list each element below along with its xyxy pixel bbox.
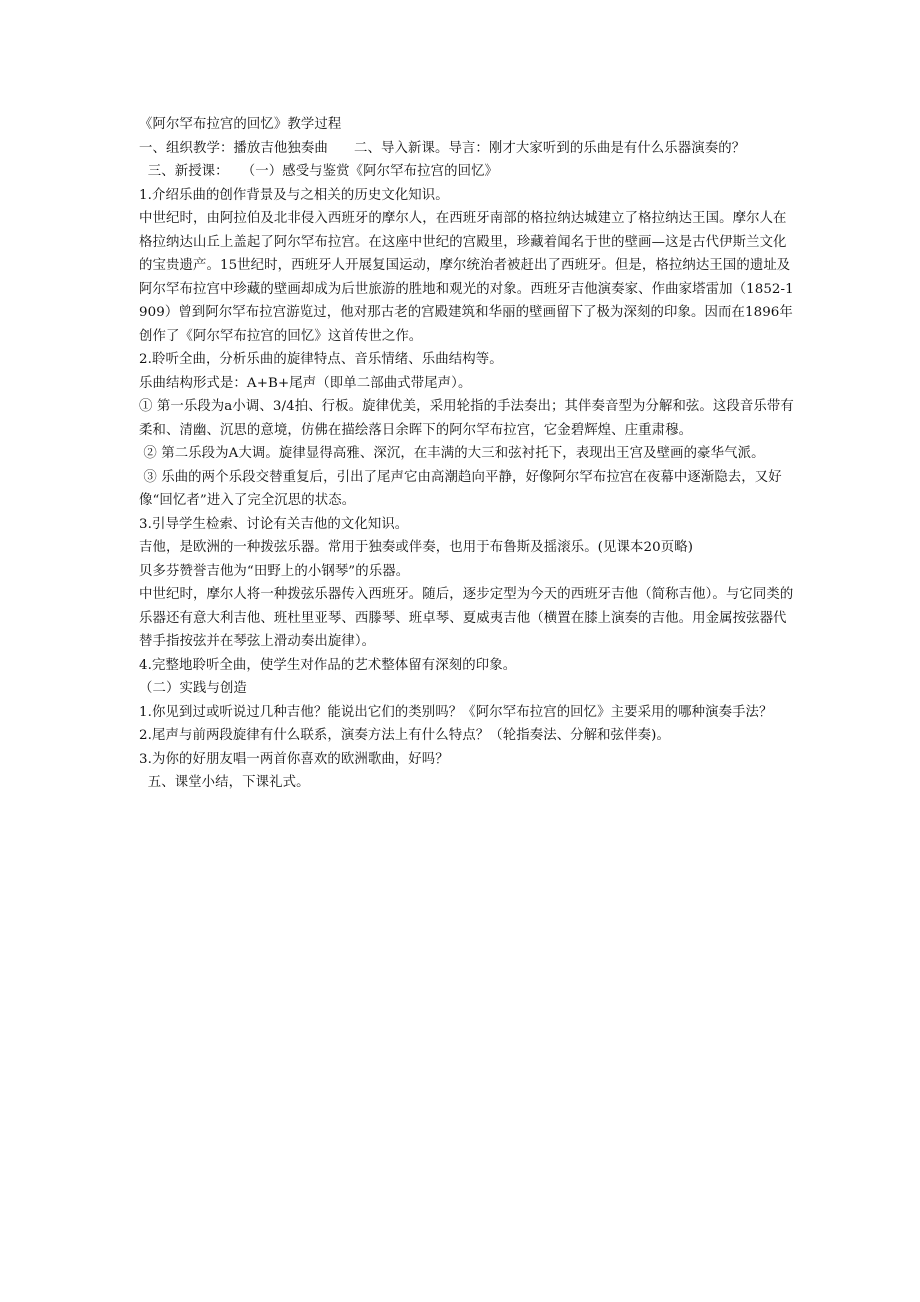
structure-form-line: 乐曲结构形式是：A+B+尾声（即单二部曲式带尾声）。 — [139, 375, 472, 391]
question-1: 1.你见到过或听说过几种吉他？能说出它们的类别吗？《阿尔罕布拉宫的回忆》主要采用的哪种演奏手法？ — [139, 704, 773, 720]
step-2-heading: 2.聆听全曲，分析乐曲的旋律特点、音乐情绪、乐曲结构等。 — [139, 352, 503, 367]
guitar-definition-line: 吉他，是欧洲的一种拨弦乐器。常用于独奏或伴奏，也用于布鲁斯及摇滚乐。(见课本20页略) — [139, 540, 694, 555]
question-3: 3.为你的好朋友唱一两首你喜欢的欧洲歌曲，好吗？ — [139, 751, 449, 767]
step-4-heading: 4.完整地聆听全曲，使学生对作品的艺术整体留有深刻的印象。 — [139, 657, 517, 673]
practice-heading: （二）实践与创造 — [139, 681, 247, 696]
question-2: 2.尾声与前两段旋律有什么联系，演奏方法上有什么特点？（轮指奏法、分解和弦伴奏)。 — [139, 728, 670, 743]
summary-line: 五、课堂小结，下课礼式。 — [139, 775, 310, 790]
guitar-history-paragraph: 中世纪时，摩尔人将一种拨弦乐器传入西班牙。随后，逐步定型为今天的西班牙吉他（简称吉他）。与它同类的乐器还有意大利吉他、班杜里亚琴、西滕琴、班卓琴、夏威夷吉他（横置在膝上演奏的吉他。用金属按弦器代替手指按弦并在琴弦上滑动奏出旋律）。 — [139, 587, 794, 649]
background-paragraph: 中世纪时，由阿拉伯及北非侵入西班牙的摩尔人，在西班牙南部的格拉纳达城建立了格拉纳达王国。摩尔人在格拉纳达山丘上盖起了阿尔罕布拉宫。在这座中世纪的宫殿里，珍藏着闻名于世的壁画—这是古代伊斯兰文化的宝贵遗产。15世纪时，西班牙人开展复国运动，摩尔统治者被赶出了西班牙。但是，格拉纳达王国的遗址及阿尔罕布拉宫中珍藏的壁画却成为后世旅游的胜地和观光的对象。西班牙吉他演奏家、作曲家塔雷加（1852-1909）曾到阿尔罕布拉宫游览过，他对那古老的宫殿建筑和华丽的壁画留下了极为深刻的印象。因而在1896年创作了《阿尔罕布拉宫的回忆》这首传世之作。 — [139, 211, 794, 344]
beethoven-quote-line: 贝多芬赞誉吉他为“田野上的小钢琴”的乐器。 — [139, 563, 410, 579]
document-body — [139, 113, 799, 795]
document-title: 《阿尔罕布拉宫的回忆》教学过程 — [139, 117, 342, 132]
section-b-paragraph: ② 第二乐段为A大调。旋律显得高雅、深沉，在丰满的大三和弦衬托下，表现出王宫及壁画的豪华气派。 — [139, 446, 765, 461]
step-3-heading: 3.引导学生检索、讨论有关吉他的文化知识。 — [139, 516, 409, 532]
step-1-heading: 1.介绍乐曲的创作背景及与之相关的历史文化知识。 — [139, 187, 449, 203]
coda-paragraph: ③ 乐曲的两个乐段交替重复后，引出了尾声它由高潮趋向平静，好像阿尔罕布拉宫在夜幕中逐渐隐去，又好像“回忆者”进入了完全沉思的状态。 — [139, 469, 782, 508]
section-new-lesson-heading: 三、新授课： （一）感受与鉴赏《阿尔罕布拉宫的回忆》 — [139, 164, 499, 179]
section-organize-and-intro: 一、组织教学：播放吉他独奏曲 二、导入新课。导言：刚才大家听到的乐曲是有什么乐器演奏的？ — [139, 140, 746, 156]
section-a-paragraph: ① 第一乐段为a小调、3/4拍、行板。旋律优美，采用轮指的手法奏出；其伴奏音型为分解和弦。这段音乐带有柔和、清幽、沉思的意境，仿佛在描绘落日余晖下的阿尔罕布拉宫，它金碧辉煌、庄重肃穆。 — [139, 399, 794, 438]
